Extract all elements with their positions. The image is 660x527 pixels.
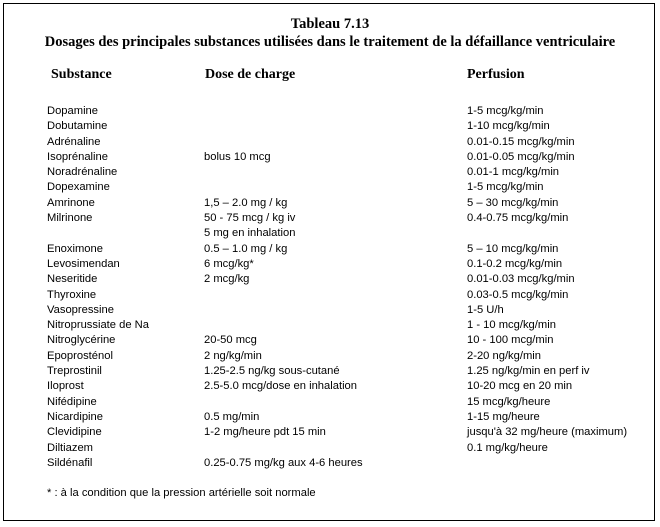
column-header-substance: Substance [51, 67, 112, 82]
cell-substance: Thyroxine [47, 288, 97, 301]
table-row [0, 395, 660, 410]
cell-perfusion: 10-20 mcg en 20 min [467, 380, 573, 393]
cell-substance: Dopexamine [47, 181, 110, 194]
cell-substance: Noradrénaline [47, 166, 118, 179]
table-row [0, 288, 660, 303]
cell-perfusion: 0.01-0.05 mcg/kg/min [467, 150, 575, 163]
cell-substance: Sildénafil [47, 456, 93, 469]
table-row [0, 135, 660, 150]
table-row [0, 272, 660, 287]
cell-substance: Clevidipine [47, 426, 102, 439]
cell-substance: Nitroglycérine [47, 334, 116, 347]
table-row [0, 226, 660, 241]
cell-perfusion: 0.1-0.2 mcg/kg/min [467, 257, 563, 270]
cell-dose: 0.25-0.75 mg/kg aux 4-6 heures [204, 456, 363, 469]
cell-dose: 5 mg en inhalation [204, 227, 296, 240]
table-row [0, 180, 660, 195]
table-row [0, 456, 660, 471]
cell-substance: Nitroprussiate de Na [47, 319, 149, 332]
cell-dose: 1,5 – 2.0 mg / kg [204, 196, 288, 209]
cell-perfusion: jusqu'à 32 mg/heure (maximum) [467, 426, 628, 439]
cell-dose: 0.5 mg/min [204, 410, 260, 423]
cell-perfusion: 1-5 mcg/kg/min [467, 181, 544, 194]
footnote: * : à la condition que la pression artérielle soit normale [47, 487, 316, 499]
table-row [0, 211, 660, 226]
table-row [0, 333, 660, 348]
cell-substance: Dopamine [47, 105, 98, 117]
cell-perfusion: 1.25 ng/kg/min en perf iv [467, 365, 590, 378]
cell-dose: 6 mcg/kg* [204, 257, 254, 270]
cell-substance: Iloprost [47, 380, 84, 393]
cell-substance: Enoximone [47, 242, 103, 255]
cell-substance: Neseritide [47, 273, 98, 286]
cell-substance: Levosimendan [47, 257, 120, 270]
cell-substance: Treprostinil [47, 365, 102, 378]
cell-perfusion: 0.01-1 mcg/kg/min [467, 166, 560, 179]
cell-substance: Milrinone [47, 212, 93, 225]
table-row [0, 119, 660, 134]
table-row [0, 165, 660, 180]
cell-substance: Nifédipine [47, 395, 97, 408]
cell-perfusion: 0.4-0.75 mcg/kg/min [467, 212, 569, 225]
cell-perfusion: 5 – 30 mcg/kg/min [467, 196, 559, 209]
table-row [0, 150, 660, 165]
cell-perfusion: 0.01-0.03 mcg/kg/min [467, 273, 575, 286]
cell-substance: Adrénaline [47, 135, 101, 148]
cell-perfusion: 15 mcg/kg/heure [467, 395, 551, 408]
cell-dose: 1-2 mg/heure pdt 15 min [204, 426, 326, 439]
table-row [0, 441, 660, 456]
table-row [0, 410, 660, 425]
table-row [0, 425, 660, 440]
cell-perfusion: 1-5 U/h [467, 303, 504, 316]
cell-substance: Dobutamine [47, 120, 108, 133]
cell-substance: Nicardipine [47, 410, 103, 423]
cell-dose: 0.5 – 1.0 mg / kg [204, 242, 288, 255]
cell-substance: Epoprosténol [47, 349, 113, 362]
table-row [0, 104, 660, 119]
table-row [0, 364, 660, 379]
table-row [0, 257, 660, 272]
table-title: Tableau 7.13 [290, 16, 370, 32]
table-row [0, 379, 660, 394]
cell-substance: Vasopressine [47, 303, 114, 316]
cell-dose: bolus 10 mcg [204, 150, 271, 163]
table-body [0, 104, 660, 471]
table-row [0, 349, 660, 364]
column-header-perfusion: Perfusion [467, 67, 525, 82]
cell-substance: Isoprénaline [47, 150, 108, 163]
table-subtitle: Dosages des principales substances utilisées dans le traitement de la défaillance ventriculaire [44, 34, 616, 50]
table-row [0, 303, 660, 318]
cell-substance: Amrinone [47, 196, 95, 209]
cell-dose: 2 ng/kg/min [204, 349, 262, 362]
cell-dose: 2.5-5.0 mcg/dose en inhalation [204, 380, 357, 393]
cell-dose: 2 mcg/kg [204, 273, 250, 286]
cell-dose: 1.25-2.5 ng/kg sous-cutané [204, 365, 340, 378]
cell-perfusion: 1-10 mcg/kg/min [467, 120, 550, 133]
cell-dose: 50 - 75 mcg / kg iv [204, 212, 296, 225]
table-row [0, 196, 660, 211]
table-row [0, 318, 660, 333]
cell-perfusion: 2-20 ng/kg/min [467, 349, 542, 362]
cell-perfusion: 0.1 mg/kg/heure [467, 441, 548, 454]
cell-perfusion: 0.03-0.5 mcg/kg/min [467, 288, 569, 301]
table-row [0, 242, 660, 257]
cell-perfusion: 1-5 mcg/kg/min [467, 105, 544, 117]
cell-perfusion: 1-15 mg/heure [467, 410, 540, 423]
cell-perfusion: 10 - 100 mcg/min [467, 334, 554, 347]
column-header-dose: Dose de charge [205, 67, 296, 82]
cell-perfusion: 0.01-0.15 mcg/kg/min [467, 135, 575, 148]
cell-perfusion: 1 - 10 mcg/kg/min [467, 319, 556, 332]
cell-perfusion: 5 – 10 mcg/kg/min [467, 242, 559, 255]
cell-substance: Diltiazem [47, 441, 94, 454]
cell-dose: 20-50 mcg [204, 334, 257, 347]
